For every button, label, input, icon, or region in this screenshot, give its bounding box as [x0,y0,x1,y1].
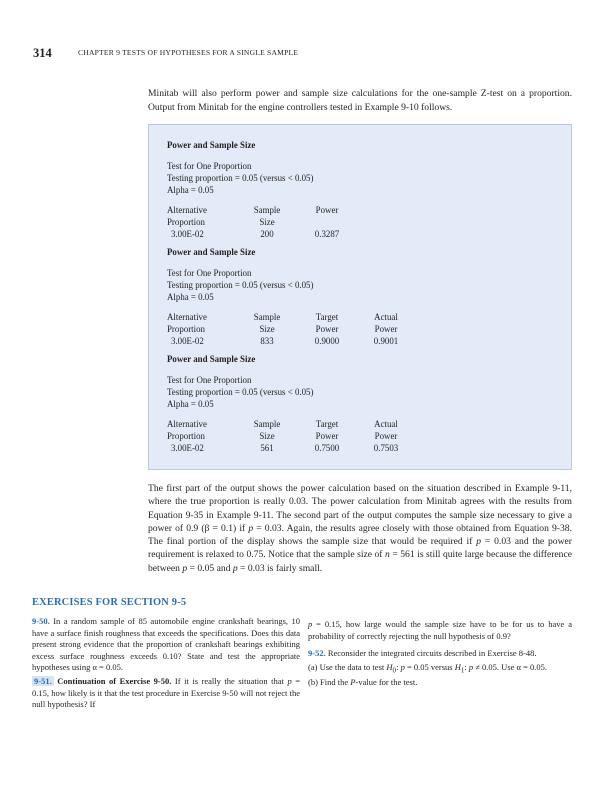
table-header-cell: Alternative [167,312,207,323]
output-line: Test for One Proportion [167,161,252,172]
table-header-cell: Sample [253,205,281,216]
exercise-text: If it is really the situation that [171,675,288,686]
table-header-cell: Alternative [167,205,207,216]
exercise-part-a [308,662,572,677]
table-cell: 0.7500 [314,442,340,453]
table-header-cell: Actual [374,312,398,323]
output-block-title: Power and Sample Size [167,140,256,150]
part-label: (b) [308,677,318,688]
table-header-cell: Power [374,430,398,441]
discussion-paragraph [148,482,572,575]
output-line: Testing proportion = 0.05 (versus < 0.05) [167,173,314,184]
output-line: Alpha = 0.05 [167,185,214,196]
output-line: Testing proportion = 0.05 (versus < 0.05) [167,280,314,291]
math-variable: p [182,562,188,574]
text-run: = 561 is still quite large because the difference between [148,549,572,574]
math-variable: p [468,661,474,672]
table-row [167,229,357,241]
math-variable: P [350,677,356,688]
table-row [167,443,415,455]
table-header-cell: Actual [374,419,398,430]
exercise-text: = 0.15, how likely is it that the test procedure in Exercise 9-50 will not reject the null hypothesis? If [32,675,301,710]
part-text: Use the data to test [319,661,387,672]
exercises-left-column [32,616,300,711]
table-header-cell: Proportion [167,216,205,227]
table-header-row [167,217,357,229]
output-table [167,205,357,240]
exercise-number: 9-50. [32,616,50,626]
output-line: Alpha = 0.05 [167,292,214,303]
table-header-row [167,431,415,443]
exercise-9-52 [308,648,572,660]
table-header-cell: Sample [253,419,281,430]
text-run: = 0.03 and the power requirement is relaxed to 0.75. Notice that the sample size of [148,536,572,561]
math-subscript: 1 [460,666,465,675]
table-cell: 833 [260,335,274,346]
exercise-9-50 [32,616,300,674]
table-header-cell: Target [315,312,339,323]
table-cell: 0.9001 [373,335,399,346]
table-cell: 3.00E-02 [171,442,204,453]
table-cell: 200 [260,228,274,239]
table-cell: 3.00E-02 [171,335,204,346]
part-text: = 0.05 versus [404,661,455,672]
part-label: (a) [308,661,318,672]
exercise-number: 9-52. [308,648,326,659]
math-variable: n [385,549,390,561]
table-row [167,336,415,348]
table-header-cell [297,217,357,229]
part-text: : [464,661,469,672]
table-header-cell: Power [315,205,339,216]
table-cell: 0.9000 [314,335,340,346]
output-block-1 [167,139,357,240]
output-line: Alpha = 0.05 [167,399,214,410]
part-text: Find the [320,677,351,688]
table-header-cell: Size [259,216,275,227]
table-header-cell: Proportion [167,323,205,334]
table-cell: 561 [260,442,274,453]
output-block-2 [167,246,415,347]
output-line: Test for One Proportion [167,268,252,279]
math-variable: p [287,675,292,686]
output-table [167,419,415,454]
math-variable: p [400,661,405,672]
exercise-9-51-continued [308,619,572,642]
table-header-cell: Alternative [167,419,207,430]
text-run: = 0.03 is fairly small. [237,562,323,574]
text-run: = 0.03. Again, the results agree closely with those obtained from Equation 9-38. The final portion of the display shows the sample size that would be required if [148,522,572,548]
intro-paragraph: Minitab will also perform power and sample size calculations for the one-sample Z-test on a proportion. Output from Minitab for the engine controllers tested in Example 9-10 follows. [148,88,572,113]
output-block-title: Power and Sample Size [167,354,256,364]
text-run: = 0.05 and [187,562,233,574]
table-header-cell: Target [315,419,339,430]
output-block-title: Power and Sample Size [167,247,256,257]
table-header-cell: Power [374,323,398,334]
table-cell: 0.7503 [373,442,399,453]
math-subscript: 0 [392,666,397,675]
exercise-text: In a random sample of 85 automobile engine crankshaft bearings, 10 have a surface finish roughness that exceeds the specifications. Does this data present strong evidence that the proportion of crankshaft bearings exhibiting excess surface roughness exceeds 0.10? State and test the appropriate hypotheses using α = 0.05. [32,616,300,673]
exercise-part-b [308,677,572,689]
table-cell: 3.00E-02 [171,228,204,239]
table-header-cell: Proportion [167,430,205,441]
section-heading: EXERCISES FOR SECTION 9-5 [32,597,187,608]
part-text: : [396,661,401,672]
table-header-row [167,205,357,217]
table-header-cell: Power [315,323,339,334]
math-variable: p [476,536,482,548]
output-table [167,312,415,347]
math-variable: H [386,661,393,672]
page-number: 314 [33,46,52,60]
table-header-row [167,419,415,431]
minitab-output-box [148,124,572,470]
output-block-3 [167,353,415,454]
part-text: -value for the test. [355,677,418,688]
exercise-text: Reconsider the integrated circuits described in Exercise 8-48. [327,648,537,659]
output-line: Testing proportion = 0.05 (versus < 0.05) [167,387,314,398]
exercises-right-column [308,619,572,689]
exercise-title: Continuation of Exercise 9-50. [57,675,172,686]
table-header-cell: Power [315,430,339,441]
table-header-row [167,312,415,324]
math-variable: p [308,619,313,629]
table-header-cell: Sample [253,312,281,323]
exercise-9-51 [32,676,300,711]
exercise-text: = 0.15, how large would the sample size have to be for us to have a probability of correctly rejecting the null hypothesis of 0.9? [308,619,572,641]
table-cell: 0.3287 [314,228,340,239]
running-header: CHAPTER 9 TESTS OF HYPOTHESES FOR A SINGLE SAMPLE [78,48,299,57]
math-variable: p [232,562,238,574]
math-variable: p [248,522,254,534]
part-text: ≠ 0.05. Use α = 0.05. [473,661,548,672]
table-header-cell: Size [259,323,275,334]
table-header-row [167,324,415,336]
math-variable: H [454,661,461,672]
table-header-cell: Size [259,430,275,441]
output-line: Test for One Proportion [167,375,252,386]
exercise-number: 9-51. [34,675,52,686]
text-run: The first part of the output shows the power calculation based on the situation described in Example 9-11, where the true proportion is really 0.03. The power calculation from Minitab agrees with the results from Equation 9-35 in Example 9-11. The second part of the output computes the sample size necessary to give a power of 0.9 (β = 0.1) if [148,483,572,534]
